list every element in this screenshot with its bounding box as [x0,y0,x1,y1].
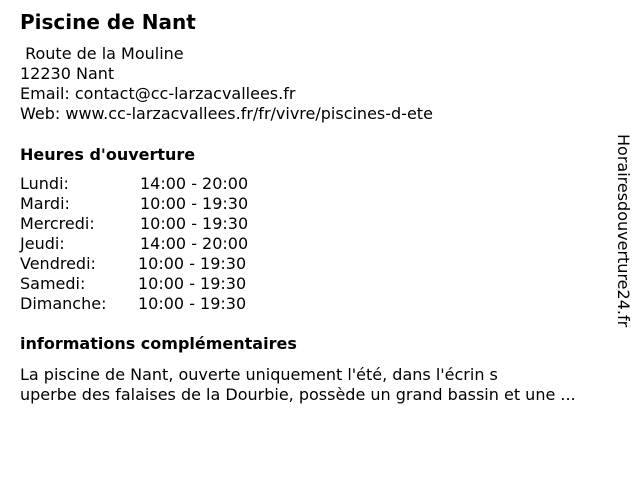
hours-time: 10:00 - 19:30 [138,294,247,313]
description-line-2: uperbe des falaises de la Dourbie, possède un grand bassin et une ... [20,385,576,404]
hours-time: 10:00 - 19:30 [140,194,249,213]
watermark-text: Horairesdouverture24.fr [614,134,633,328]
hours-row-friday [20,254,280,274]
hours-day: Mardi: [20,194,70,213]
hours-day: Lundi: [20,174,69,193]
hours-row-monday [20,174,280,194]
hours-table [20,174,280,314]
email-line: Email: contact@cc-larzacvallees.fr [20,84,296,103]
web-line: Web: www.cc-larzacvallees.fr/fr/vivre/piscines-d-ete [20,104,433,123]
hours-row-sunday [20,294,280,314]
hours-day: Vendredi: [20,254,96,273]
hours-heading: Heures d'ouverture [20,145,196,164]
hours-time: 14:00 - 20:00 [140,174,249,193]
hours-day: Dimanche: [20,294,107,313]
hours-row-thursday [20,234,280,254]
hours-time: 10:00 - 19:30 [138,274,247,293]
page-title: Piscine de Nant [20,10,196,34]
hours-day: Mercredi: [20,214,95,233]
site-watermark [612,134,636,346]
address-line-street: Route de la Mouline [20,44,184,63]
hours-day: Samedi: [20,274,86,293]
hours-day: Jeudi: [20,234,65,253]
hours-time: 10:00 - 19:30 [140,214,249,233]
info-heading: informations complémentaires [20,334,297,353]
hours-row-saturday [20,274,280,294]
address-line-city: 12230 Nant [20,64,115,83]
hours-time: 14:00 - 20:00 [140,234,249,253]
hours-row-tuesday [20,194,280,214]
description-line-1: La piscine de Nant, ouverte uniquement l'été, dans l'écrin s [20,365,498,384]
hours-time: 10:00 - 19:30 [138,254,247,273]
hours-row-wednesday [20,214,280,234]
